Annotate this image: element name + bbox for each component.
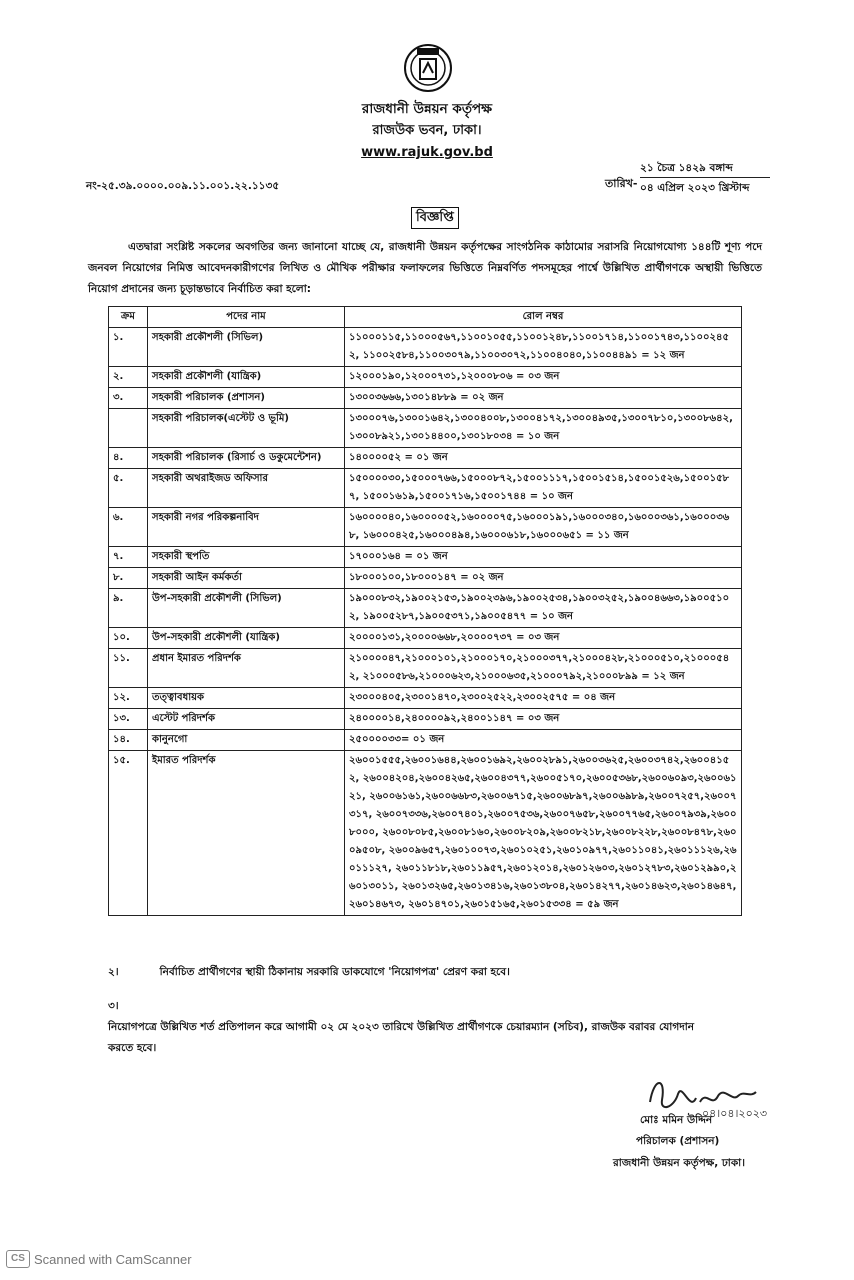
note-number: ৩।: [108, 1000, 119, 1012]
row-post: ইমারত পরিদর্শক: [148, 751, 345, 916]
row-rolls: ১২০০০১৯০,১২০০০৭৩১,১২০০০৮০৬ = ০৩ জন: [345, 367, 742, 388]
row-rolls: ১৯০০০৮৩২,১৯০০২১৫৩,১৯০০২৩৯৬,১৯০০২৫৩৪,১৯০০৩২৫২,১৯০০৪৬৬৩,১৯০০৫১০২, ১৯০০৫২৮৭,১৯০০৫৩৭১,১৯০০৫৪৭৭ = ১০ জন: [345, 589, 742, 628]
note-text: নিয়োগপত্রে উল্লিখিত শর্ত প্রতিপালন করে আগামী ০২ মে ২০২৩ তারিখে উল্লিখিত প্রার্থীগণকে চেয়ারম্যান (সচিব), রাজউক বরাবর যোগদান করতে হবে।: [108, 1021, 695, 1054]
table-row: [109, 547, 742, 568]
row-serial: ১২.: [109, 688, 148, 709]
row-post: প্রধান ইমারত পরিদর্শক: [148, 649, 345, 688]
note-number: ২।: [108, 966, 119, 978]
header-address: রাজউক ভবন, ঢাকা।: [372, 123, 482, 138]
table-row: [109, 448, 742, 469]
row-rolls: ১১০০০১১৫,১১০০০৫৬৭,১১০০১০৫৫,১১০০১২৪৮,১১০০১৭১৪,১১০০১৭৪৩,১১০০২৪৫২, ১১০০২৫৮৪,১১০০৩০৭৯,১১০০৩০৭২,১১০০৪০৪০,১১০০৪৪৯১ = ১২ জন: [345, 328, 742, 367]
row-post: সহকারী প্রকৌশলী (যান্ত্রিক): [148, 367, 345, 388]
header-rolls: রোল নম্বর: [345, 307, 742, 328]
note-text: নির্বাচিত প্রার্থীগণের স্থায়ী ঠিকানায় সরকারি ডাকযোগে 'নিয়োগপত্র' প্রেরণ করা হবে।: [159, 966, 510, 978]
date-english: ০৪ এপ্রিল ২০২৩ খ্রিস্টাব্দ: [640, 182, 750, 194]
signatory-org: রাজধানী উন্নয়ন কর্তৃপক্ষ, ঢাকা।: [613, 1157, 745, 1169]
row-serial: ১৪.: [109, 730, 148, 751]
table-row: [109, 628, 742, 649]
row-serial: ৪.: [109, 448, 148, 469]
row-post: উপ-সহকারী প্রকৌশলী (সিভিল): [148, 589, 345, 628]
rajuk-logo-icon: [403, 43, 453, 93]
row-rolls: ১৬০০০০৪০,১৬০০০০৫২,১৬০০০০৭৫,১৬০০০১৯১,১৬০০০৩৪০,১৬০০০৩৬১,১৬০০০৩৬৮, ১৬০০০৪২৫,১৬০০০৪৯৪,১৬০০০৬১৮,১৬০০০৬৫১ = ১১ জন: [345, 508, 742, 547]
row-serial: ৬.: [109, 508, 148, 547]
memo-number: নং-২৫.৩৯.০০০০.০০৯.১১.০০১.২২.১১৩৫: [86, 180, 280, 192]
row-rolls: ১৭০০০১৬৪ = ০১ জন: [345, 547, 742, 568]
row-post: সহকারী অথরাইজড অফিসার: [148, 469, 345, 508]
note-3: [108, 996, 758, 1059]
row-serial: ১১.: [109, 649, 148, 688]
row-post: কানুনগো: [148, 730, 345, 751]
row-post: সহকারী পরিচালক(এস্টেট ও ভূমি): [148, 409, 345, 448]
row-post: সহকারী প্রকৌশলী (সিভিল): [148, 328, 345, 367]
row-serial: ১.: [109, 328, 148, 367]
row-post: সহকারী নগর পরিকল্পনাবিদ: [148, 508, 345, 547]
row-rolls: ২৪০০০০১৪,২৪০০০০৯২,২৪০০১১৪৭ = ০৩ জন: [345, 709, 742, 730]
row-rolls: ১৮০০০১০০,১৮০০০১৪৭ = ০২ জন: [345, 568, 742, 589]
camscanner-text: Scanned with CamScanner: [34, 1251, 192, 1267]
table-row: [109, 751, 742, 916]
table-row: [109, 409, 742, 448]
date-bangla: ২১ চৈত্র ১৪২৯ বঙ্গাব্দ: [640, 161, 770, 178]
table-row: [109, 508, 742, 547]
row-rolls: ১৪০০০০৫২ = ০১ জন: [345, 448, 742, 469]
row-serial: ১৩.: [109, 709, 148, 730]
signature-date: ০৪।০৪।২০২৩: [702, 1107, 768, 1120]
row-rolls: ২০০০০১৩১,২০০০০৬৬৮,২০০০০৭৩৭ = ০৩ জন: [345, 628, 742, 649]
results-table: [108, 306, 742, 916]
header-org: রাজধানী উন্নয়ন কর্তৃপক্ষ: [361, 101, 493, 117]
table-header-row: [109, 307, 742, 328]
row-serial: ১০.: [109, 628, 148, 649]
note-2: [108, 962, 510, 983]
header-post: পদের নাম: [148, 307, 345, 328]
row-rolls: ২৬০০১৫৫৫,২৬০০১৬৪৪,২৬০০১৬৯২,২৬০০২৮৯১,২৬০০৩৬২৫,২৬০০৩৭৪২,২৬০০৪১৫২, ২৬০০৪২০৪,২৬০০৪২৬৫,২৬০০৪৩৭৭,২৬০০৫১৭০,২৬০০৫৩৬৮,২৬০০৬০৯৩,২৬০০৬১২১, ২৬০০৬১৬১,২৬০০৬৬৮৩,২৬০০৬৭১৫,২৬০০৬৮৯৭,২৬০০৬৯৮৯,২৬০০৭২৫৭,২৬০০৭৩১৭, ২৬০০৭৩৩৬,২৬০০৭৪০১,২৬০০৭৫৩৬,২৬০০৭৬৫৮,২৬০০৭৭৬৫,২৬০০৭৯৩৯,২৬০০৮০০০, ২৬০০৮০৮৫,২৬০০৮১৬০,২৬০০৮২০৯,২৬০০৮২১৮,২৬০০৮২২৮,২৬০০৮৪৭৮,২৬০০৯৫০৮, ২৬০০৯৬৫৭,২৬০১০০৭৩,২৬০১০২৫১,২৬০১০৯৭৭,২৬০১১০৪১,২৬০১১১২৬,২৬০১১১২৭, ২৬০১১৮১৮,২৬০১১৯৫৭,২৬০১২০১৪,২৬০১২৬০৩,২৬০১২৭৮৩,২৬০১২৯৯০,২৬০১৩০১১, ২৬০১৩২৬৫,২৬০১৩৪১৬,২৬০১৩৮০৪,২৬০১৪২৭৭,২৬০১৪৬২৩,২৬০১৪৬৪৭,২৬০১৪৬৭৩, ২৬০১৪৭০১,২৬০১৫১৬৫,২৬০১৫৩৩৪ = ৫৯ জন: [345, 751, 742, 916]
table-row: [109, 730, 742, 751]
camscanner-watermark: [6, 1250, 192, 1268]
row-serial: ১৫.: [109, 751, 148, 916]
row-serial: ৮.: [109, 568, 148, 589]
row-post: সহকারী আইন কর্মকর্তা: [148, 568, 345, 589]
row-post: সহকারী স্থপতি: [148, 547, 345, 568]
row-serial: ৫.: [109, 469, 148, 508]
signatory-name: মোঃ মমিন উদ্দিন: [640, 1114, 713, 1126]
row-serial: ৩.: [109, 388, 148, 409]
row-serial: ৭.: [109, 547, 148, 568]
row-serial: ৯.: [109, 589, 148, 628]
table-row: [109, 367, 742, 388]
table-row: [109, 649, 742, 688]
row-rolls: ২৫০০০০৩৩= ০১ জন: [345, 730, 742, 751]
row-serial: ২.: [109, 367, 148, 388]
row-rolls: ২১০০০০৪৭,২১০০০১০১,২১০০০১৭০,২১০০০৩৭৭,২১০০০৪২৮,২১০০০৫১০,২১০০০৫৪২, ২১০০০৫৮৬,২১০০০৬২৩,২১০০০৬৩৫,২১০০০৭৯২,২১০০০৮৯৯ = ১২ জন: [345, 649, 742, 688]
row-post: সহকারী পরিচালক (প্রশাসন): [148, 388, 345, 409]
row-rolls: ১৩০০৩৬৬৬,১৩০১৪৮৮৯ = ০২ জন: [345, 388, 742, 409]
row-rolls: ২৩০০০৪০৫,২৩০০১৪৭০,২৩০০২৫২২,২৩০০২৫৭৫ = ০৪ জন: [345, 688, 742, 709]
notice-title: বিজ্ঞপ্তি: [411, 207, 459, 229]
signatory-designation: পরিচালক (প্রশাসন): [636, 1135, 720, 1147]
table-row: [109, 469, 742, 508]
intro-paragraph: এতদ্বারা সংশ্লিষ্ট সকলের অবগতির জন্য জানানো যাচ্ছে যে, রাজধানী উন্নয়ন কর্তৃপক্ষের সাংগঠনিক কাঠামোর সরাসরি নিয়োগযোগ্য ১৪৪টি শূণ্য পদে জনবল নিয়োগের নিমিত্ত আবেদনকারীগণের লিখিত ও মৌখিক পরীক্ষার ফলাফলের ভিত্তিতে নিম্নবর্ণিত পদসমূহের পার্শ্বে উল্লিখিত প্রার্থীগণকে অস্থায়ী ভিত্তিতে নিয়োগ প্রদানের জন্য চূড়ান্তভাবে নির্বাচিত করা হলো:: [88, 241, 762, 295]
table-row: [109, 328, 742, 367]
table-row: [109, 709, 742, 730]
table-row: [109, 688, 742, 709]
date-block: [640, 161, 770, 197]
row-post: উপ-সহকারী প্রকৌশলী (যান্ত্রিক): [148, 628, 345, 649]
date-label: তারিখ-: [605, 177, 638, 190]
table-row: [109, 589, 742, 628]
row-post: সহকারী পরিচালক (রিসার্চ ও ডকুমেন্টেশন): [148, 448, 345, 469]
row-rolls: ১৫০০০০৩০,১৫০০০৭৬৬,১৫০০০৮৭২,১৫০০১১১৭,১৫০০১৫১৪,১৫০০১৫২৬,১৫০০১৫৮৭, ১৫০০১৬১৯,১৫০০১৭১৬,১৫০০১৭৪৪ = ১০ জন: [345, 469, 742, 508]
camscanner-icon: CS: [6, 1250, 30, 1268]
header-website[interactable]: www.rajuk.gov.bd: [361, 145, 493, 160]
row-post: এস্টেট পরিদর্শক: [148, 709, 345, 730]
row-rolls: ১৩০০০৭৬,১৩০০১৬৪২,১৩০০৪০০৮,১৩০০৪১৭২,১৩০০৪৯৩৫,১৩০০৭৮১০,১৩০০৮৬৪২, ১৩০০৮৯২১,১৩০১৪৪০০,১৩০১৮০৩৪ = ১০ জন: [345, 409, 742, 448]
header-serial: ক্রম: [109, 307, 148, 328]
row-post: তত্ত্বাবধায়ক: [148, 688, 345, 709]
row-serial: [109, 409, 148, 448]
table-row: [109, 388, 742, 409]
table-row: [109, 568, 742, 589]
